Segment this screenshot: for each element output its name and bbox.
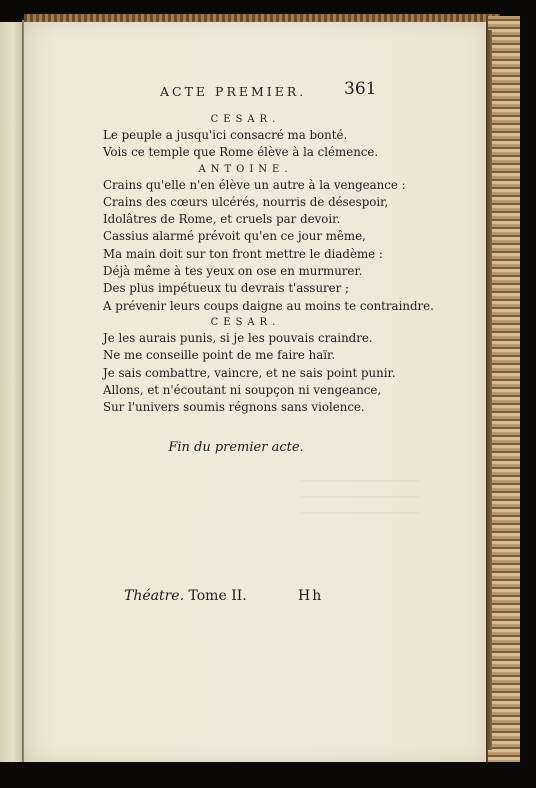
verse-line: Vois ce temple que Rome élève à la clémence. [103,145,379,160]
verse-line: Déjà même à tes yeux on ose en murmurer. [103,264,363,279]
facing-page-edge [0,22,23,762]
verse-line: Crains qu'elle n'en élève un autre à la vengeance : [103,177,406,192]
verse-line: Le peuple a jusqu'ici consacré ma bonté. [103,128,348,142]
show-through [300,480,420,520]
speaker-name: CESAR. [210,114,281,125]
page-number: 361 [344,79,377,99]
verse-line: Sur l'univers soumis régnons sans violence. [103,400,365,415]
verse-line: Je sais combattre, vaincre, et ne sais point punir. [103,365,396,380]
verse-line: A prévenir leurs coups daigne au moins te contraindre. [103,298,434,313]
speaker-name: CESAR. [210,316,281,328]
verse-line: Cassius alarmé prévoit qu'en ce jour même, [103,229,366,244]
verse-line: Je les aurais punis, si je les pouvais craindre. [103,330,373,345]
signature-line [124,588,247,604]
signature-mark: Hh [298,588,324,604]
verse-line: Ma main doit sur ton front mettre le diadème : [103,246,383,261]
speech-block [103,162,434,315]
speaker-name: ANTOINE. [198,163,293,175]
book-fore-edge-shadow [486,30,492,750]
verse-line: Allons, et n'écoutant ni soupçon ni vengeance, [103,382,382,397]
verse-line: Idolâtres de Rome, et cruels par devoir. [103,212,341,227]
verse-line: Ne me conseille point de me faire haïr. [103,348,336,363]
verse-line: Des plus impétueux tu devrais t'assurer ; [103,281,350,296]
speech-block [103,315,396,416]
running-head: ACTE PREMIER. [160,84,307,99]
signature-volume: Tome II. [188,588,247,604]
play-text [103,112,434,416]
speech-block [103,112,378,162]
signature-title: Théatre. [124,588,185,604]
verse-line: Crains des cœurs ulcérés, nourris de désespoir, [103,194,389,209]
act-end-line: Fin du premier acte. [168,440,304,455]
